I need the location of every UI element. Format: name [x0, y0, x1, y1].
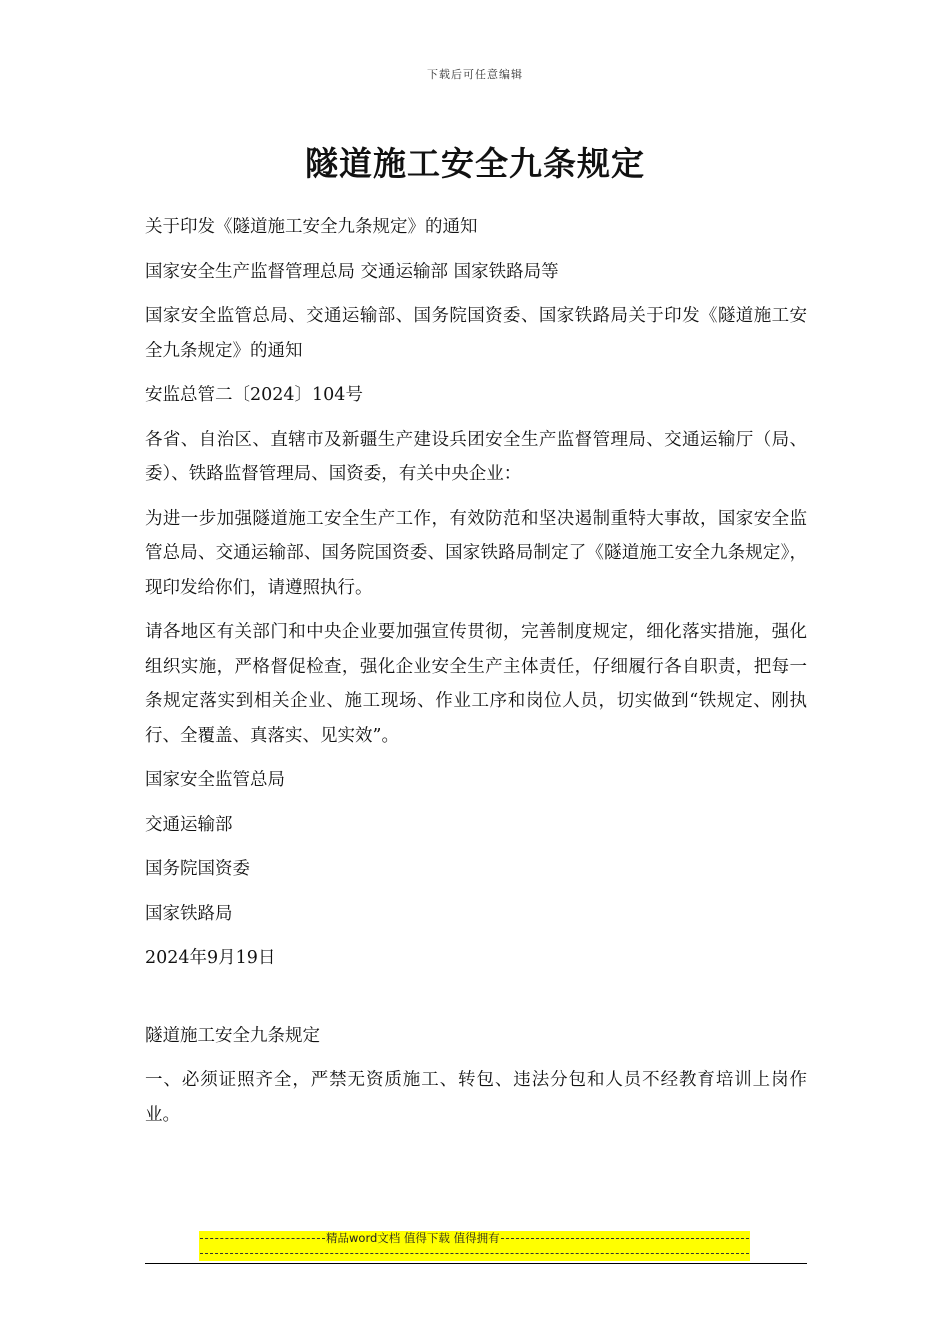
issuing-agencies: 国家安全生产监督管理总局 交通运输部 国家铁路局等 [145, 261, 559, 282]
recipients: 各省、自治区、直辖市及新疆生产建设兵团安全生产监督管理局、交通运输厅（局、委）、铁路监督管理局、国资委，有关中央企业： [145, 429, 807, 484]
header-note: 下载后可任意编辑 [427, 68, 523, 81]
footer-rule [145, 1263, 807, 1264]
banner-dash-left [200, 1238, 325, 1239]
document-body [145, 210, 807, 1142]
footer-banner [199, 1231, 750, 1261]
requirements-paragraph: 请各地区有关部门和中央企业要加强宣传贯彻，完善制度规定，细化落实措施，强化组织实施，严格督促检查，强化企业安全生产主体责任，仔细履行各自职责，把每一条规定落实到相关企业、施工现场、作业工序和岗位人员，切实做到“铁规定、刚执行、全覆盖、真落实、见实效”。 [145, 622, 807, 746]
issue-date: 2024年9月19日 [145, 948, 276, 968]
notice-full-title: 国家安全监管总局、交通运输部、国务院国资委、国家铁路局关于印发《隧道施工安全九条规定》的通知 [145, 306, 807, 361]
document-number: 安监总管二〔2024〕104号 [145, 385, 363, 405]
section-title: 隧道施工安全九条规定 [145, 1025, 320, 1046]
signatory-1: 国家安全监管总局 [145, 770, 285, 790]
signatory-2: 交通运输部 [145, 814, 233, 835]
banner-dash-right [501, 1238, 749, 1239]
notice-heading: 关于印发《隧道施工安全九条规定》的通知 [145, 217, 478, 237]
banner-text: 精品word文档 值得下载 值得拥有 [326, 1231, 500, 1245]
banner-line-1 [199, 1231, 750, 1246]
signatory-3: 国务院国资委 [145, 859, 250, 879]
banner-line-2 [199, 1246, 750, 1261]
rule-item-1: 一、必须证照齐全，严禁无资质施工、转包、违法分包和人员不经教育培训上岗作业。 [145, 1070, 807, 1125]
document-title: 隧道施工安全九条规定 [305, 144, 645, 183]
purpose-paragraph: 为进一步加强隧道施工安全生产工作，有效防范和坚决遏制重特大事故，国家安全监管总局、交通运输部、国务院国资委、国家铁路局制定了《隧道施工安全九条规定》，现印发给你们，请遵照执行。 [145, 508, 807, 598]
banner-dash-full [200, 1253, 749, 1254]
signatory-4: 国家铁路局 [145, 903, 233, 924]
